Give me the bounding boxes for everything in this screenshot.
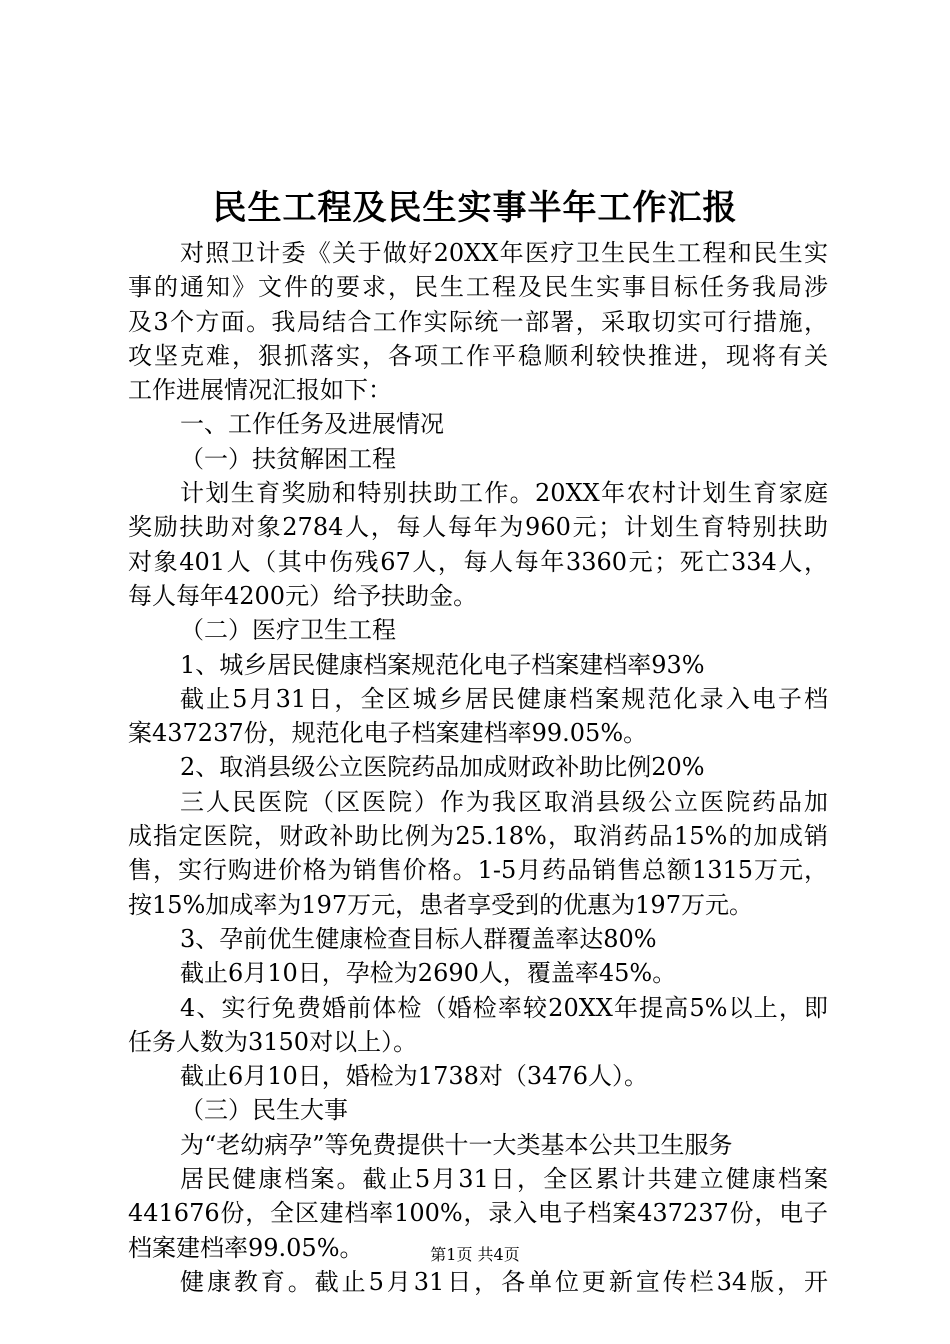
- paragraph-line: 奖励扶助对象2784人，每人每年为960元；计划生育特别扶助: [128, 513, 828, 542]
- document-body: [128, 236, 828, 1299]
- paragraph-line: 及3个方面。我局结合工作实际统一部署，采取切实可行措施，: [128, 307, 828, 336]
- paragraph-line: 441676份，全区建档率100%，录入电子档案437237份，电子: [128, 1199, 828, 1228]
- paragraph-line: 三人民医院（区医院）作为我区取消县级公立医院药品加: [180, 787, 828, 816]
- paragraph-line: 居民健康档案。截止5月31日，全区累计共建立健康档案: [180, 1165, 828, 1194]
- paragraph-line: 截止5月31日，全区城乡居民健康档案规范化录入电子档: [180, 684, 828, 713]
- paragraph-line: 成指定医院，财政补助比例为25.18%，取消药品15%的加成销: [128, 822, 828, 851]
- paragraph-line: 计划生育奖励和特别扶助工作。20XX年农村计划生育家庭: [180, 479, 828, 508]
- subsection-heading: （二）医疗卫生工程: [180, 616, 396, 645]
- paragraph-line: 对照卫计委《关于做好20XX年医疗卫生民生工程和民生实: [180, 239, 828, 267]
- item-heading: 2、取消县级公立医院药品加成财政补助比例20%: [180, 753, 705, 782]
- item-heading: 1、城乡居民健康档案规范化电子档案建档率93%: [180, 650, 705, 679]
- subsection-heading: （三）民生大事: [180, 1096, 348, 1125]
- item-heading: 4、实行免费婚前体检（婚检率较20XX年提高5%以上，即: [180, 993, 828, 1022]
- paragraph-line: 截止6月10日，婚检为1738对（3476人）。: [180, 1062, 648, 1091]
- paragraph-line: 案437237份，规范化电子档案建档率99.05%。: [128, 719, 648, 748]
- paragraph-line: 售，实行购进价格为销售价格。1-5月药品销售总额1315万元，: [128, 856, 828, 885]
- paragraph-line: 工作进展情况汇报如下：: [128, 376, 392, 405]
- paragraph-line: 攻坚克难，狠抓落实，各项工作平稳顺利较快推进，现将有关: [128, 341, 828, 370]
- paragraph-line: 健康教育。截止5月31日，各单位更新宣传栏34版，开: [180, 1267, 828, 1296]
- paragraph-line: 任务人数为3150对以上）。: [128, 1027, 418, 1056]
- section-heading: 一、工作任务及进展情况: [180, 410, 444, 439]
- paragraph-line: 为“老幼病孕”等免费提供十一大类基本公共卫生服务: [180, 1130, 733, 1159]
- paragraph-line: 事的通知》文件的要求，民生工程及民生实事目标任务我局涉: [128, 273, 828, 302]
- page-number-footer: 第1页 共4页: [430, 1245, 520, 1264]
- paragraph-line: 档案建档率99.05%。: [128, 1233, 364, 1262]
- item-heading: 3、孕前优生健康检查目标人群覆盖率达80%: [180, 924, 657, 953]
- paragraph-line: 截止6月10日，孕检为2690人，覆盖率45%。: [180, 959, 677, 988]
- document-title: 民生工程及民生实事半年工作汇报: [212, 188, 738, 228]
- paragraph-line: 每人每年4200元）给予扶助金。: [128, 581, 478, 610]
- paragraph-line: 对象401人（其中伤残67人，每人每年3360元；死亡334人，: [128, 547, 828, 576]
- subsection-heading: （一）扶贫解困工程: [180, 444, 396, 473]
- paragraph-line: 按15%加成率为197万元，患者享受到的优惠为197万元。: [128, 890, 753, 919]
